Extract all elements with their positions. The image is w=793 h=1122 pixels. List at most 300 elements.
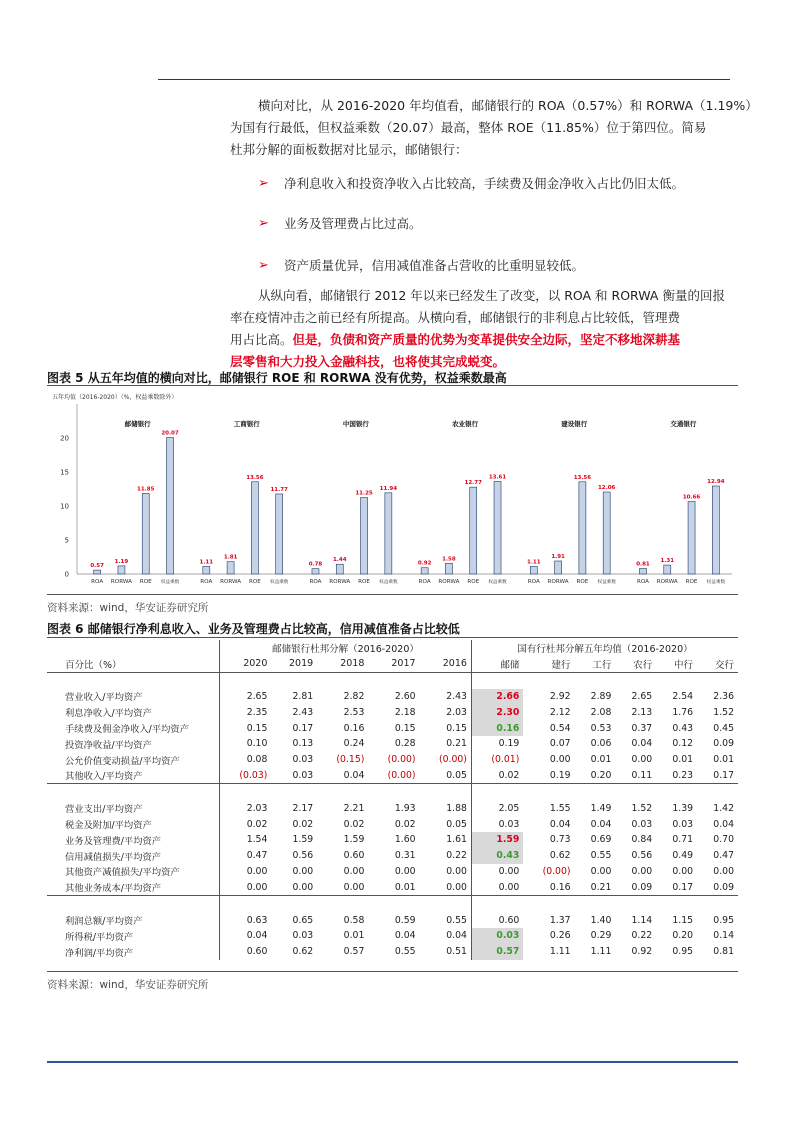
gap-cell [220,896,272,913]
year-value: 1.59 [343,834,365,846]
bank-value: 1.11 [590,946,612,958]
gap-cell [575,672,616,689]
figure5-title: 图表 5 从五年均值的横向对比，邮储银行 ROE 和 RORWA 没有优势，权益乘数最高 [47,371,507,385]
year-value: 2.60 [394,690,416,702]
row-label: 手续费及佣金净收入/平均资产 [65,724,189,736]
bank-value: 0.45 [713,722,734,734]
bar [712,486,719,574]
column-label: 百分比（%） [47,656,220,672]
year-value: 0.13 [292,738,314,750]
bank-value: 0.81 [713,946,734,958]
bar [664,565,671,574]
bar-value-label: 10.66 [682,494,701,501]
year-value: 0.17 [292,722,314,734]
arrow-bullet-icon: ➢ [258,215,269,231]
bar-value-label: 11.77 [270,486,288,493]
year-value: (0.00) [438,754,467,766]
bank-header: 农行 [615,656,656,672]
year-value: 1.88 [446,802,467,814]
x-tick-label: ROE [139,579,152,585]
bullet-item [258,256,584,274]
bar [470,487,477,574]
bank-value: 1.14 [631,914,653,926]
table-row [47,944,738,960]
year-value: 1.93 [394,802,416,814]
bar [361,498,368,575]
bar [688,502,695,574]
dupont-table [47,640,738,960]
bank-value: 0.26 [549,930,571,942]
year-value: 0.55 [446,914,467,926]
gap-cell [575,896,616,913]
gap-cell [523,672,574,689]
bar-value-label: 1.11 [199,559,214,566]
bank-value: 1.40 [590,914,612,926]
bank-value: 0.53 [590,722,612,734]
year-value: 0.65 [292,914,314,926]
year-value: 1.60 [394,834,416,846]
table-row [47,689,738,705]
year-value: 0.03 [292,930,314,942]
year-value: 2.43 [446,690,467,702]
bank-value: 0.70 [713,834,734,846]
bank-value: 0.43 [471,848,523,864]
bank-value: 0.22 [631,930,653,942]
gap-cell [697,784,738,801]
bar-value-label: 12.77 [464,480,482,487]
gap-cell [47,672,220,689]
year-value: 0.04 [343,769,365,781]
bank-value: 0.01 [713,754,734,766]
x-tick-label: 权益乘数 [160,580,180,585]
conclusion-highlight: 但是，负债和资产质量的优势为变革提供安全边际，坚定不移地深耕基 [292,332,681,347]
gap-cell [615,784,656,801]
bank-value: 0.95 [713,914,734,926]
year-value: 0.00 [220,879,272,895]
bank-value: 0.14 [713,930,734,942]
footer-rule [47,1061,738,1063]
gap-cell [271,896,317,913]
x-tick-label: ROE [685,579,698,585]
x-tick-label: RORWA [656,579,678,585]
bank-value: 0.71 [672,834,694,846]
year-value: 0.03 [292,754,314,766]
year-value: 0.24 [343,738,365,750]
year-value: 0.10 [220,736,272,752]
bar-value-label: 0.92 [417,560,432,567]
bank-value: (0.01) [471,752,523,768]
section-gap [47,672,738,689]
group-label: 邮储银行 [124,420,151,428]
group-title: 国有行杜邦分解五年均值（2016-2020） [471,640,738,656]
year-value: 0.31 [394,850,416,862]
x-tick-label: ROE [248,579,261,585]
year-value: 0.01 [343,930,365,942]
bar [336,564,343,574]
year-header: 2016 [420,656,472,672]
x-tick-label: RORWA [547,579,569,585]
bank-value: 1.52 [631,802,653,814]
row-label: 其他业务成本/平均资产 [65,883,162,895]
bar-value-label: 1.81 [223,554,238,561]
bank-value: 0.49 [672,850,694,862]
year-value: 1.54 [220,832,272,848]
gap-cell [368,672,419,689]
bar [203,566,210,574]
year-value: 0.58 [343,914,365,926]
intro-line: 杜邦分解的面板数据对比显示，邮储银行： [230,142,468,157]
x-tick-label: 权益乘数 [706,580,726,585]
bar-value-label: 20.07 [161,430,179,437]
year-header: 2019 [271,656,317,672]
gap-cell [317,784,368,801]
bar [142,493,149,574]
bank-value: 1.42 [713,802,734,814]
year-value: 0.62 [292,946,314,958]
bank-value: 1.55 [549,802,571,814]
intro-line: 横向对比，从 2016-2020 年均值看，邮储银行的 ROA（0.57%）和 RORWA（1.19%） [258,98,758,113]
bar [312,569,319,574]
row-label: 所得税/平均资产 [65,931,134,943]
figure5-source: 资料来源：wind，华安证券研究所 [47,602,209,614]
gap-cell [368,896,419,913]
bank-value: 0.00 [471,879,523,895]
x-tick-label: ROA [200,579,213,585]
bar-value-label: 12.06 [597,484,616,491]
row-label: 其他资产减值损失/平均资产 [65,867,180,879]
bank-value: 0.09 [713,738,734,750]
year-value: 0.63 [220,912,272,928]
bank-value: 0.06 [590,738,612,750]
year-value: 0.01 [394,881,416,893]
row-label: 净利润/平均资产 [65,947,134,959]
bar-value-label: 11.94 [379,485,398,492]
gap-cell [615,672,656,689]
bank-header: 交行 [697,656,738,672]
table-row [47,704,738,720]
year-value: 0.51 [446,946,467,958]
bank-value: (0.00) [542,865,571,877]
bank-value: 0.16 [471,720,523,736]
bank-value: 2.08 [590,706,612,718]
bank-value: 0.04 [631,738,653,750]
bar [118,566,125,574]
year-value: 0.60 [343,850,365,862]
bullet-item [258,214,422,232]
bank-value: 0.84 [631,834,653,846]
x-tick-label: ROE [576,579,589,585]
bank-value: 1.37 [549,914,571,926]
bank-value: 0.04 [713,818,734,830]
x-tick-label: ROE [467,579,480,585]
bank-value: 1.59 [471,832,523,848]
table-row [47,768,738,784]
figure5-chart [47,386,738,590]
year-value: 0.02 [220,816,272,832]
year-value: 2.17 [292,802,314,814]
bar-value-label: 1.58 [442,556,456,563]
gap-cell [471,896,523,913]
year-value: (0.00) [387,769,416,781]
bank-value: 0.00 [549,754,571,766]
gap-cell [220,784,272,801]
year-value: 0.05 [446,818,467,830]
bar [385,493,392,574]
bank-value: 0.62 [549,850,571,862]
bar [530,566,537,574]
intro-line: 为国有行最低，但权益乘数（20.07）最高，整体 ROE（11.85%）位于第四位。简易 [230,120,707,135]
year-value: 0.00 [292,881,314,893]
section-gap [47,784,738,801]
bar-value-label: 11.25 [355,490,373,497]
bar-value-label: 1.31 [660,558,675,565]
group-title: 邮储银行杜邦分解（2016-2020） [220,640,472,656]
bar [251,482,258,574]
gap-cell [47,784,220,801]
year-value: 0.00 [220,864,272,880]
row-label: 其他收入/平均资产 [65,771,143,783]
x-tick-label: ROE [358,579,370,585]
figure6-source: 资料来源：wind，华安证券研究所 [47,979,209,991]
bar-value-label: 0.81 [636,561,650,568]
table-row [47,736,738,752]
bullet-text: 资产质量优异，信用减值准备占营收的比重明显较低。 [284,258,585,273]
table-row [47,879,738,895]
chart-title: 五年均值（2016-2020）（%，权益乘数除外） [52,394,178,401]
figure6-title: 图表 6 邮储银行净利息收入、业务及管理费占比较高，信用减值准备占比较低 [47,622,460,636]
year-value: 0.03 [292,769,314,781]
x-tick-label: RORWA [220,579,242,585]
gap-cell [656,784,697,801]
header-rule [158,79,730,80]
row-label: 业务及管理费/平均资产 [65,835,162,847]
year-header: 2020 [220,656,272,672]
year-value: 0.59 [394,914,416,926]
x-tick-label: ROA [418,579,431,585]
bar [639,568,646,574]
bar-value-label: 1.44 [332,557,347,564]
year-value: 0.04 [220,928,272,944]
bank-value: 0.02 [471,768,523,784]
bank-value: 0.00 [471,864,523,880]
bank-value: 0.20 [672,930,694,942]
x-tick-label: RORWA [329,579,351,585]
bar [227,562,234,574]
year-value: 0.55 [394,946,416,958]
year-value: 0.00 [292,865,314,877]
bank-value: 1.15 [672,914,694,926]
bar-value-label: 13.61 [488,474,507,481]
table-row [47,928,738,944]
arrow-bullet-icon: ➢ [258,257,269,273]
bank-value: 0.43 [672,722,694,734]
bar-value-label: 0.57 [90,563,104,570]
bank-value: 2.13 [631,706,653,718]
year-value: 0.16 [343,722,365,734]
bank-header: 邮储 [471,656,523,672]
x-tick-label: ROA [91,579,104,585]
bank-value: 0.19 [471,736,523,752]
bank-value: 2.30 [471,704,523,720]
bank-value: 0.03 [672,818,694,830]
year-value: (0.00) [387,754,416,766]
year-value: 0.00 [343,865,365,877]
bank-value: 2.89 [590,690,612,702]
year-header: 2017 [368,656,419,672]
bank-value: 0.29 [590,930,612,942]
bank-value: 0.92 [631,946,653,958]
gap-cell [523,784,574,801]
conclusion-paragraph [230,285,738,373]
bank-value: 0.09 [713,881,734,893]
gap-cell [368,784,419,801]
year-value: 0.56 [292,850,314,862]
bank-value: 0.03 [471,928,523,944]
year-value: 2.82 [343,690,365,702]
bank-value: 0.17 [713,769,734,781]
bar [603,492,610,574]
gap-cell [317,896,368,913]
year-value: 1.59 [292,834,314,846]
bank-value: 0.19 [549,769,571,781]
row-label: 信用减值损失/平均资产 [65,851,162,863]
x-tick-label: 权益乘数 [488,580,507,585]
conclusion-line: 从纵向看，邮储银行 2012 年以来已经发生了改变，以 ROA 和 RORWA 衡量的回报 [258,288,725,303]
y-tick-label: 5 [64,536,69,545]
row-label: 营业收入/平均资产 [65,692,143,704]
year-value: 2.03 [446,706,467,718]
bank-value: 0.16 [549,881,571,893]
arrow-bullet-icon: ➢ [258,175,269,191]
table-row [47,816,738,832]
year-value: 0.02 [343,818,365,830]
bank-value: 0.20 [590,769,612,781]
figure6-top-rule [47,637,738,638]
gap-cell [271,784,317,801]
bank-value: 0.03 [631,818,653,830]
x-tick-label: ROA [309,579,322,585]
bank-value: 0.03 [471,816,523,832]
bar-value-label: 13.56 [246,474,264,481]
bank-value: 0.47 [713,850,734,862]
year-value: 0.15 [394,722,416,734]
bank-value: 2.36 [713,690,734,702]
year-value: 0.04 [446,930,467,942]
y-tick-label: 15 [60,468,69,477]
bank-value: 0.11 [631,769,653,781]
bullet-text: 净利息收入和投资净收入占比较高，手续费及佣金净收入占比仍旧太低。 [284,176,685,191]
bar-value-label: 1.19 [114,558,129,565]
gap-cell [615,896,656,913]
table-row [47,752,738,768]
bank-value: 0.09 [631,881,653,893]
gap-cell [656,896,697,913]
table-column-header [47,656,738,672]
bar-value-label: 11.85 [137,486,155,493]
x-tick-label: ROA [527,579,540,585]
bar-value-label: 1.91 [551,554,565,561]
bank-header: 建行 [523,656,574,672]
gap-cell [575,784,616,801]
year-value: 0.47 [220,848,272,864]
x-tick-label: RORWA [438,579,460,585]
x-tick-label: 权益乘数 [379,580,398,585]
gap-cell [523,896,574,913]
year-value: 2.81 [292,690,314,702]
year-value: 0.08 [220,752,272,768]
bank-value: 0.17 [672,881,694,893]
gap-cell [471,672,523,689]
row-label: 营业支出/平均资产 [65,804,143,816]
year-value: 0.02 [394,818,416,830]
bank-value: 0.57 [471,944,523,960]
conclusion-line: 率在疫情冲击之前已经有所提高。从横向看，邮储银行的非利息占比较低，管理费 [230,310,681,325]
gap-cell [420,672,472,689]
bullet-text: 业务及管理费占比过高。 [284,216,422,231]
bank-value: 0.55 [590,850,612,862]
bar [555,561,562,574]
bar [421,568,428,574]
bar [579,482,586,574]
bank-value: 0.01 [590,754,612,766]
year-header: 2018 [317,656,368,672]
year-value: 0.22 [446,850,467,862]
bank-value: 0.95 [672,946,694,958]
bank-value: 1.49 [590,802,612,814]
year-value: 0.15 [220,720,272,736]
year-value: 0.00 [446,881,467,893]
table-row [47,720,738,736]
bar [167,438,174,574]
year-value: 1.61 [446,834,467,846]
bar [94,570,101,574]
gap-cell [697,896,738,913]
gap-cell [420,784,472,801]
bar-value-label: 1.11 [527,559,541,566]
year-value: 0.00 [446,865,467,877]
bank-value: 1.52 [713,706,734,718]
year-value: 0.04 [394,930,416,942]
year-value: 0.05 [446,769,467,781]
bank-value: 0.00 [672,865,694,877]
bullet-item [258,174,684,192]
year-value: 0.21 [446,738,467,750]
conclusion-highlight: 层零售和大力投入金融科技，也将使其完成蜕变。 [230,354,506,369]
group-label: 建设银行 [561,420,588,428]
year-value: 2.18 [394,706,416,718]
gap-cell [656,672,697,689]
group-label: 交通银行 [670,420,697,428]
gap-cell [420,896,472,913]
figure5-bottom-rule [47,594,738,595]
bar [494,481,501,574]
table-row [47,848,738,864]
year-value: 0.02 [292,818,314,830]
gap-cell [317,672,368,689]
year-value: 2.35 [220,704,272,720]
gap-cell [271,672,317,689]
section-gap [47,896,738,913]
bank-value: 0.73 [549,834,571,846]
bank-value: 2.65 [631,690,653,702]
bank-value: 2.54 [672,690,694,702]
bank-value: 0.00 [590,865,612,877]
year-value: 0.57 [343,946,365,958]
bank-value: 0.12 [672,738,694,750]
bar-value-label: 0.78 [308,561,323,568]
bank-value: 0.04 [590,818,612,830]
table-row [47,832,738,848]
